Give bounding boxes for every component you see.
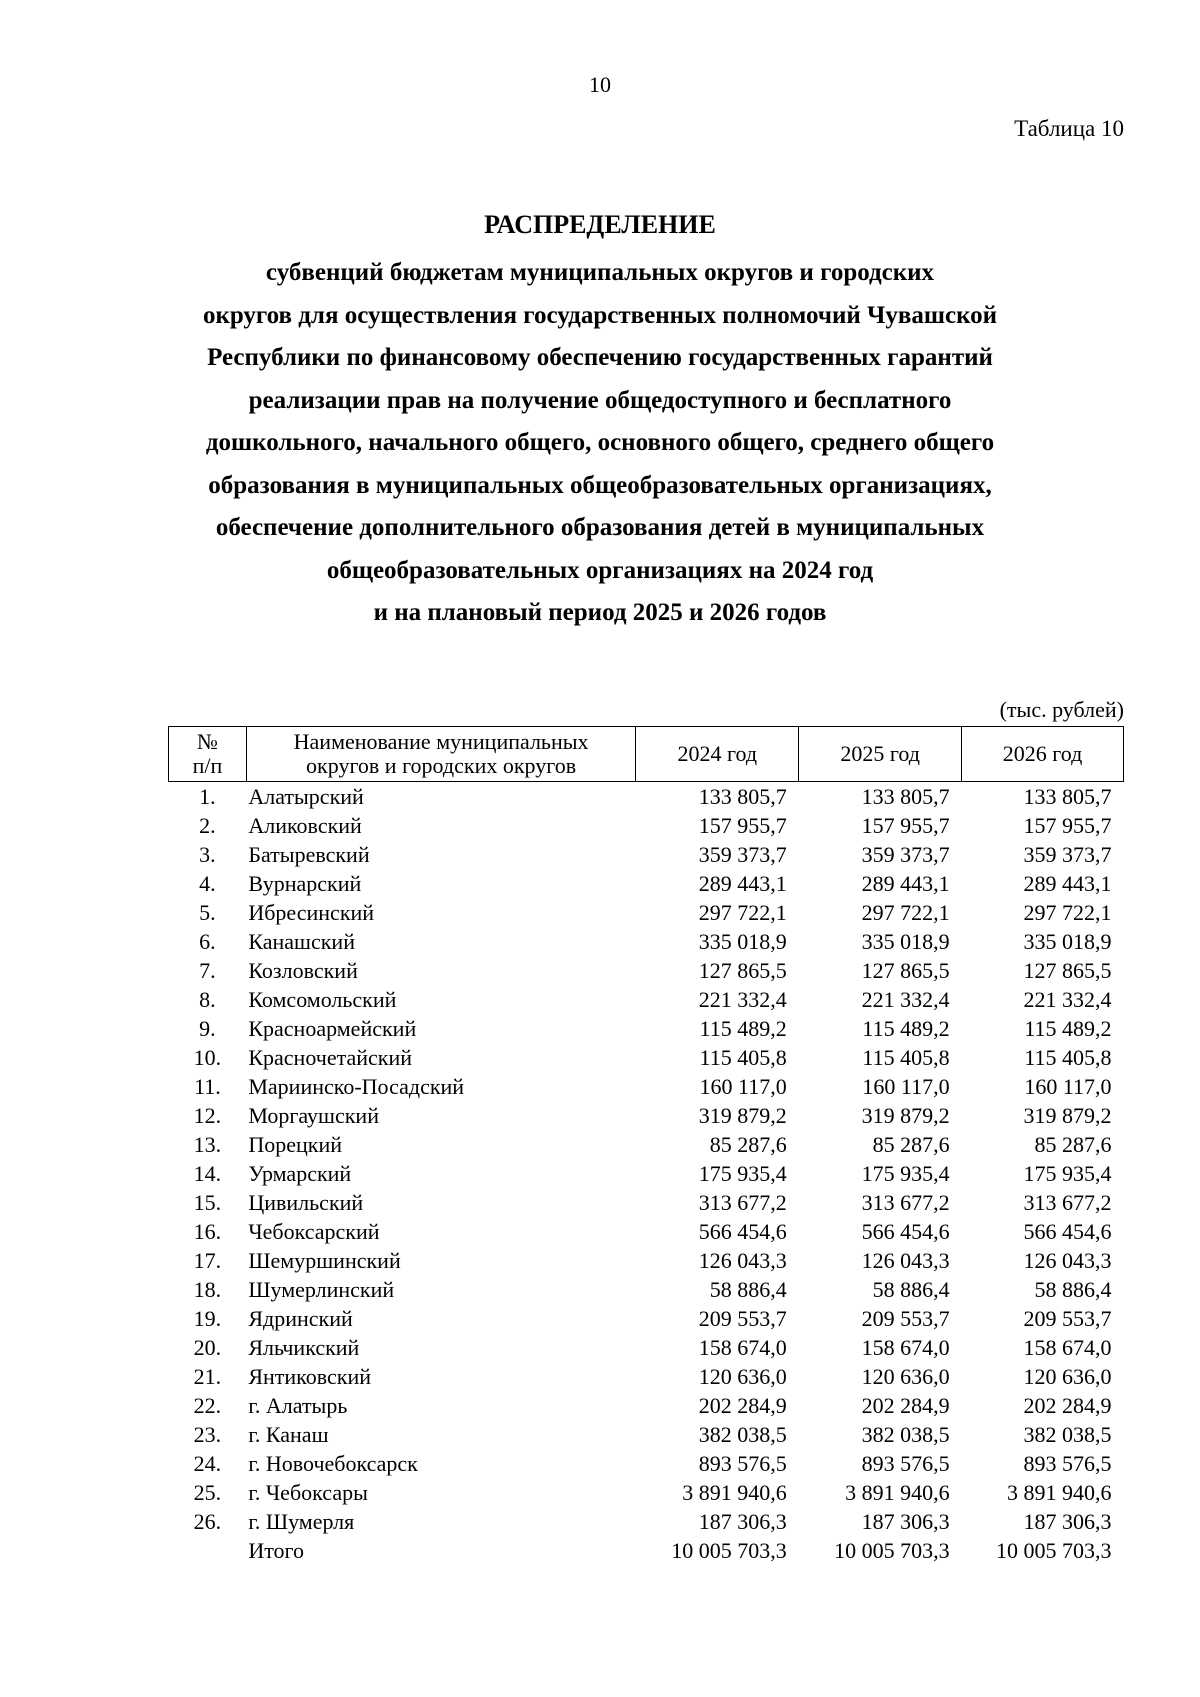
row-number: 23. [193, 1422, 222, 1447]
row-number: 2. [199, 813, 216, 838]
row-number: 25. [193, 1480, 222, 1505]
row-number: 11. [194, 1074, 221, 1099]
value-2025: 120 636,0 [861, 1364, 950, 1389]
municipality-name: г. Новочебоксарск [248, 1451, 418, 1476]
value-2025: 335 018,9 [861, 929, 950, 954]
value-2026: 221 332,4 [1023, 987, 1112, 1012]
header-2026: 2026 год [962, 727, 1124, 782]
header-name-line1: Наименование муниципальных [293, 729, 589, 754]
municipality-name: г. Чебоксары [248, 1480, 368, 1505]
municipality-name: Комсомольский [248, 987, 397, 1012]
subheading-line: реализации прав на получение общедоступного и бесплатного [248, 386, 952, 414]
table-row [169, 1014, 1124, 1043]
value-2025: 10 005 703,3 [834, 1538, 950, 1563]
table-row [169, 1391, 1124, 1420]
value-2026: 85 287,6 [1034, 1132, 1112, 1157]
value-2025: 158 674,0 [861, 1335, 950, 1360]
municipality-name: Алатырский [248, 784, 364, 809]
value-2024: 313 677,2 [698, 1190, 787, 1215]
municipality-name: Мариинско-Посадский [248, 1074, 465, 1099]
value-2024: 566 454,6 [698, 1219, 787, 1244]
municipality-name: Аликовский [248, 813, 362, 838]
value-2026: 359 373,7 [1023, 842, 1112, 867]
value-2026: 10 005 703,3 [996, 1538, 1112, 1563]
municipality-name: Цивильский [248, 1190, 364, 1215]
row-number: 22. [193, 1393, 222, 1418]
value-2025: 133 805,7 [861, 784, 950, 809]
header-num [169, 727, 247, 782]
units-label: (тыс. рублей) [999, 697, 1124, 722]
table-row [169, 1101, 1124, 1130]
row-number: 16. [193, 1219, 222, 1244]
value-2025: 127 865,5 [861, 958, 950, 983]
distribution-table [168, 726, 1124, 1565]
row-number: 12. [193, 1103, 222, 1128]
value-2024: 221 332,4 [698, 987, 787, 1012]
value-2025: 382 038,5 [861, 1422, 950, 1447]
value-2024: 359 373,7 [698, 842, 787, 867]
value-2024: 893 576,5 [698, 1451, 787, 1476]
value-2024: 187 306,3 [698, 1509, 787, 1534]
row-number: 19. [193, 1306, 222, 1331]
document-subheading [120, 252, 1080, 635]
municipality-name: Красноармейский [248, 1016, 417, 1041]
table-row [169, 1275, 1124, 1304]
table-row [169, 1072, 1124, 1101]
subheading-line: округов для осуществления государственных полномочий Чувашской [202, 301, 998, 329]
value-2026: 382 038,5 [1023, 1422, 1112, 1447]
header-num-line1: № [196, 729, 218, 754]
header-name [246, 727, 635, 782]
row-number: 3. [199, 842, 216, 867]
row-number: 8. [199, 987, 216, 1012]
value-2026: 115 405,8 [1024, 1045, 1112, 1070]
table-row [169, 1188, 1124, 1217]
value-2026: 313 677,2 [1023, 1190, 1112, 1215]
municipality-name: Порецкий [248, 1132, 343, 1157]
municipality-name: Шемуршинский [248, 1248, 401, 1273]
municipality-name: Итого [248, 1538, 305, 1563]
value-2025: 160 117,0 [862, 1074, 950, 1099]
municipality-name: Чебоксарский [248, 1219, 380, 1244]
value-2025: 893 576,5 [861, 1451, 950, 1476]
value-2025: 313 677,2 [861, 1190, 950, 1215]
subheading-line: Республики по финансовому обеспечению государственных гарантий [207, 344, 993, 371]
municipality-name: Ядринский [248, 1306, 353, 1331]
municipality-name: Янтиковский [248, 1364, 372, 1389]
table-body [169, 782, 1124, 1566]
row-number: 18. [193, 1277, 222, 1302]
table-row [169, 1333, 1124, 1362]
municipality-name: г. Алатырь [248, 1393, 348, 1418]
value-2026: 158 674,0 [1023, 1335, 1112, 1360]
municipality-name: Моргаушский [248, 1103, 379, 1128]
table-row [169, 898, 1124, 927]
row-number: 20. [193, 1335, 222, 1360]
table-row [169, 1217, 1124, 1246]
page-number: 10 [589, 72, 611, 97]
value-2026: 126 043,3 [1023, 1248, 1112, 1273]
value-2024: 158 674,0 [698, 1335, 787, 1360]
table-row [169, 869, 1124, 898]
table-total-row [169, 1536, 1124, 1565]
subheading-line: дошкольного, начального общего, основного общего, среднего общего [205, 429, 995, 456]
value-2025: 202 284,9 [861, 1393, 950, 1418]
municipality-name: Шумерлинский [248, 1277, 395, 1302]
row-number: 13. [193, 1132, 222, 1157]
municipality-name: Вурнарский [248, 871, 362, 896]
subheading-line: субвенций бюджетам муниципальных округов и городских [265, 259, 935, 286]
value-2024: 3 891 940,6 [682, 1480, 787, 1505]
row-number: 17. [193, 1248, 222, 1273]
table-row [169, 1159, 1124, 1188]
value-2026: 127 865,5 [1023, 958, 1112, 983]
value-2024: 133 805,7 [698, 784, 787, 809]
value-2026: 175 935,4 [1023, 1161, 1112, 1186]
value-2025: 3 891 940,6 [845, 1480, 950, 1505]
value-2025: 221 332,4 [861, 987, 950, 1012]
value-2026: 187 306,3 [1023, 1509, 1112, 1534]
table-row [169, 1507, 1124, 1536]
value-2024: 115 489,2 [699, 1016, 787, 1041]
subheading-line: общеобразовательных организациях на 2024 год [326, 556, 874, 584]
table-row [169, 1304, 1124, 1333]
table-row [169, 956, 1124, 985]
table-row [169, 1130, 1124, 1159]
row-number: 26. [193, 1509, 222, 1534]
table-row [169, 1362, 1124, 1391]
municipality-name: Яльчикский [248, 1335, 360, 1360]
table-header-row [169, 727, 1124, 782]
municipality-name: Канашский [248, 929, 355, 954]
document-heading: РАСПРЕДЕЛЕНИЕ [484, 210, 716, 239]
header-2025: 2025 год [799, 727, 962, 782]
value-2026: 289 443,1 [1023, 871, 1112, 896]
value-2024: 175 935,4 [698, 1161, 787, 1186]
table-row [169, 1449, 1124, 1478]
table-row [169, 1043, 1124, 1072]
value-2024: 160 117,0 [699, 1074, 787, 1099]
value-2026: 319 879,2 [1023, 1103, 1112, 1128]
value-2026: 133 805,7 [1023, 784, 1112, 809]
value-2026: 157 955,7 [1023, 813, 1112, 838]
value-2024: 202 284,9 [698, 1393, 787, 1418]
value-2024: 10 005 703,3 [671, 1538, 787, 1563]
value-2024: 115 405,8 [699, 1045, 787, 1070]
municipality-name: Батыревский [248, 842, 370, 867]
value-2026: 3 891 940,6 [1007, 1480, 1112, 1505]
header-num-line2: п/п [192, 753, 223, 778]
value-2025: 115 489,2 [862, 1016, 950, 1041]
header-name-line2: округов и городских округов [306, 753, 577, 778]
header-2024: 2024 год [636, 727, 799, 782]
table-row [169, 1246, 1124, 1275]
value-2024: 209 553,7 [698, 1306, 787, 1331]
value-2025: 126 043,3 [861, 1248, 950, 1273]
table-row [169, 1478, 1124, 1507]
row-number: 1. [199, 784, 216, 809]
value-2026: 335 018,9 [1023, 929, 1112, 954]
subheading-line: и на плановый период 2025 и 2026 годов [373, 599, 827, 626]
value-2025: 175 935,4 [861, 1161, 950, 1186]
row-number: 21. [193, 1364, 222, 1389]
value-2026: 160 117,0 [1024, 1074, 1112, 1099]
value-2024: 335 018,9 [698, 929, 787, 954]
row-number: 4. [199, 871, 216, 896]
value-2024: 58 886,4 [709, 1277, 787, 1302]
subheading-line: обеспечение дополнительного образования детей в муниципальных [215, 514, 985, 541]
row-number: 7. [199, 958, 216, 983]
municipality-name: Ибресинский [248, 900, 375, 925]
value-2026: 297 722,1 [1023, 900, 1112, 925]
row-number: 9. [199, 1016, 216, 1041]
municipality-name: Урмарский [248, 1161, 352, 1186]
value-2025: 187 306,3 [861, 1509, 950, 1534]
row-number: 24. [193, 1451, 222, 1476]
subheading-line: образования в муниципальных общеобразовательных организациях, [208, 471, 992, 499]
value-2024: 289 443,1 [698, 871, 787, 896]
value-2026: 566 454,6 [1023, 1219, 1112, 1244]
value-2025: 289 443,1 [861, 871, 950, 896]
value-2025: 297 722,1 [861, 900, 950, 925]
value-2024: 120 636,0 [698, 1364, 787, 1389]
value-2024: 85 287,6 [709, 1132, 787, 1157]
value-2026: 58 886,4 [1034, 1277, 1112, 1302]
table-row [169, 811, 1124, 840]
value-2025: 115 405,8 [862, 1045, 950, 1070]
municipality-name: Красночетайский [248, 1045, 413, 1070]
municipality-name: Козловский [248, 958, 358, 983]
value-2024: 127 865,5 [698, 958, 787, 983]
value-2026: 202 284,9 [1023, 1393, 1112, 1418]
value-2024: 319 879,2 [698, 1103, 787, 1128]
row-number: 10. [193, 1045, 222, 1070]
value-2026: 893 576,5 [1023, 1451, 1112, 1476]
table-row [169, 840, 1124, 869]
value-2025: 85 287,6 [872, 1132, 950, 1157]
value-2026: 115 489,2 [1024, 1016, 1112, 1041]
row-number: 14. [193, 1161, 222, 1186]
value-2026: 209 553,7 [1023, 1306, 1112, 1331]
value-2025: 209 553,7 [861, 1306, 950, 1331]
value-2024: 382 038,5 [698, 1422, 787, 1447]
municipality-name: г. Канаш [248, 1422, 329, 1447]
row-number: 6. [199, 929, 216, 954]
table-row [169, 985, 1124, 1014]
row-number: 15. [193, 1190, 222, 1215]
table-label: Таблица 10 [1014, 116, 1124, 141]
value-2025: 359 373,7 [861, 842, 950, 867]
table-row [169, 1420, 1124, 1449]
value-2026: 120 636,0 [1023, 1364, 1112, 1389]
municipality-name: г. Шумерля [248, 1509, 355, 1534]
row-number: 5. [199, 900, 216, 925]
table-row [169, 927, 1124, 956]
row-number [169, 1536, 247, 1565]
value-2025: 58 886,4 [872, 1277, 950, 1302]
value-2025: 566 454,6 [861, 1219, 950, 1244]
value-2025: 157 955,7 [861, 813, 950, 838]
table-row [169, 782, 1124, 812]
value-2024: 297 722,1 [698, 900, 787, 925]
value-2024: 157 955,7 [698, 813, 787, 838]
value-2024: 126 043,3 [698, 1248, 787, 1273]
value-2025: 319 879,2 [861, 1103, 950, 1128]
